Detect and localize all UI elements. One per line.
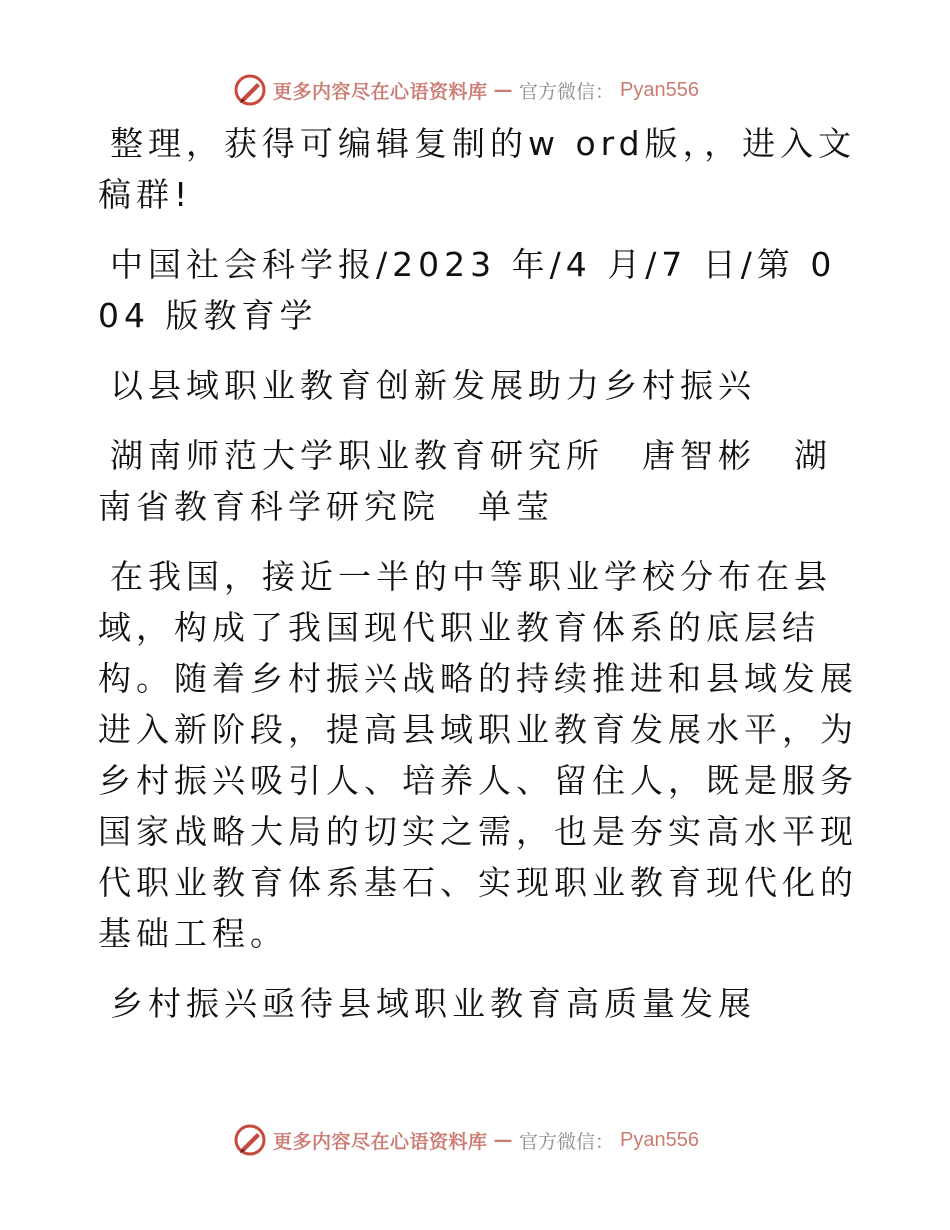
watermark-dash: — — [493, 79, 514, 101]
pen-circle-logo-icon — [233, 1123, 267, 1157]
footer-watermark — [233, 1122, 699, 1158]
watermark-brand: 更多内容尽在心语资料库 — [273, 80, 488, 103]
body-paragraph: 在我国，接近一半的中等职业学校分布在县域，构成了我国现代职业教育体系的底层结构。随着乡村振兴战略的持续推进和县域发展进入新阶段，提高县域职业教育发展水平，为乡村振兴吸引人、培养人、留住人，既是服务国家战略大局的切实之需，也是夯实高水平现代职业教育体系基石、实现职业教育现代化的基础工程。 — [98, 557, 858, 953]
section-heading: 乡村振兴亟待县域职业教育高质量发展 — [110, 984, 756, 1023]
watermark-wechat-id: Pyan556 — [620, 1128, 699, 1151]
authors-line: 湖南师范大学职业教育研究所 唐智彬 湖南省教育科学研究院 单莹 — [98, 436, 832, 526]
watermark-wechat-label: 官方微信： — [519, 1130, 615, 1153]
intro-note: 整理，获得可编辑复制的w ord版，，进入文稿群! — [98, 124, 857, 214]
pen-circle-logo-icon — [233, 73, 267, 107]
header-watermark — [233, 72, 699, 108]
watermark-dash: — — [493, 1129, 514, 1151]
source-line: 中国社会科学报/2023 年/4 月/7 日/第 004 版教育学 — [98, 245, 837, 335]
article-title: 以县域职业教育创新发展助力乡村振兴 — [110, 366, 756, 405]
document-body — [98, 118, 858, 1029]
watermark-wechat-id: Pyan556 — [620, 78, 699, 101]
watermark-wechat-label: 官方微信： — [519, 80, 615, 103]
watermark-brand: 更多内容尽在心语资料库 — [273, 1130, 488, 1153]
